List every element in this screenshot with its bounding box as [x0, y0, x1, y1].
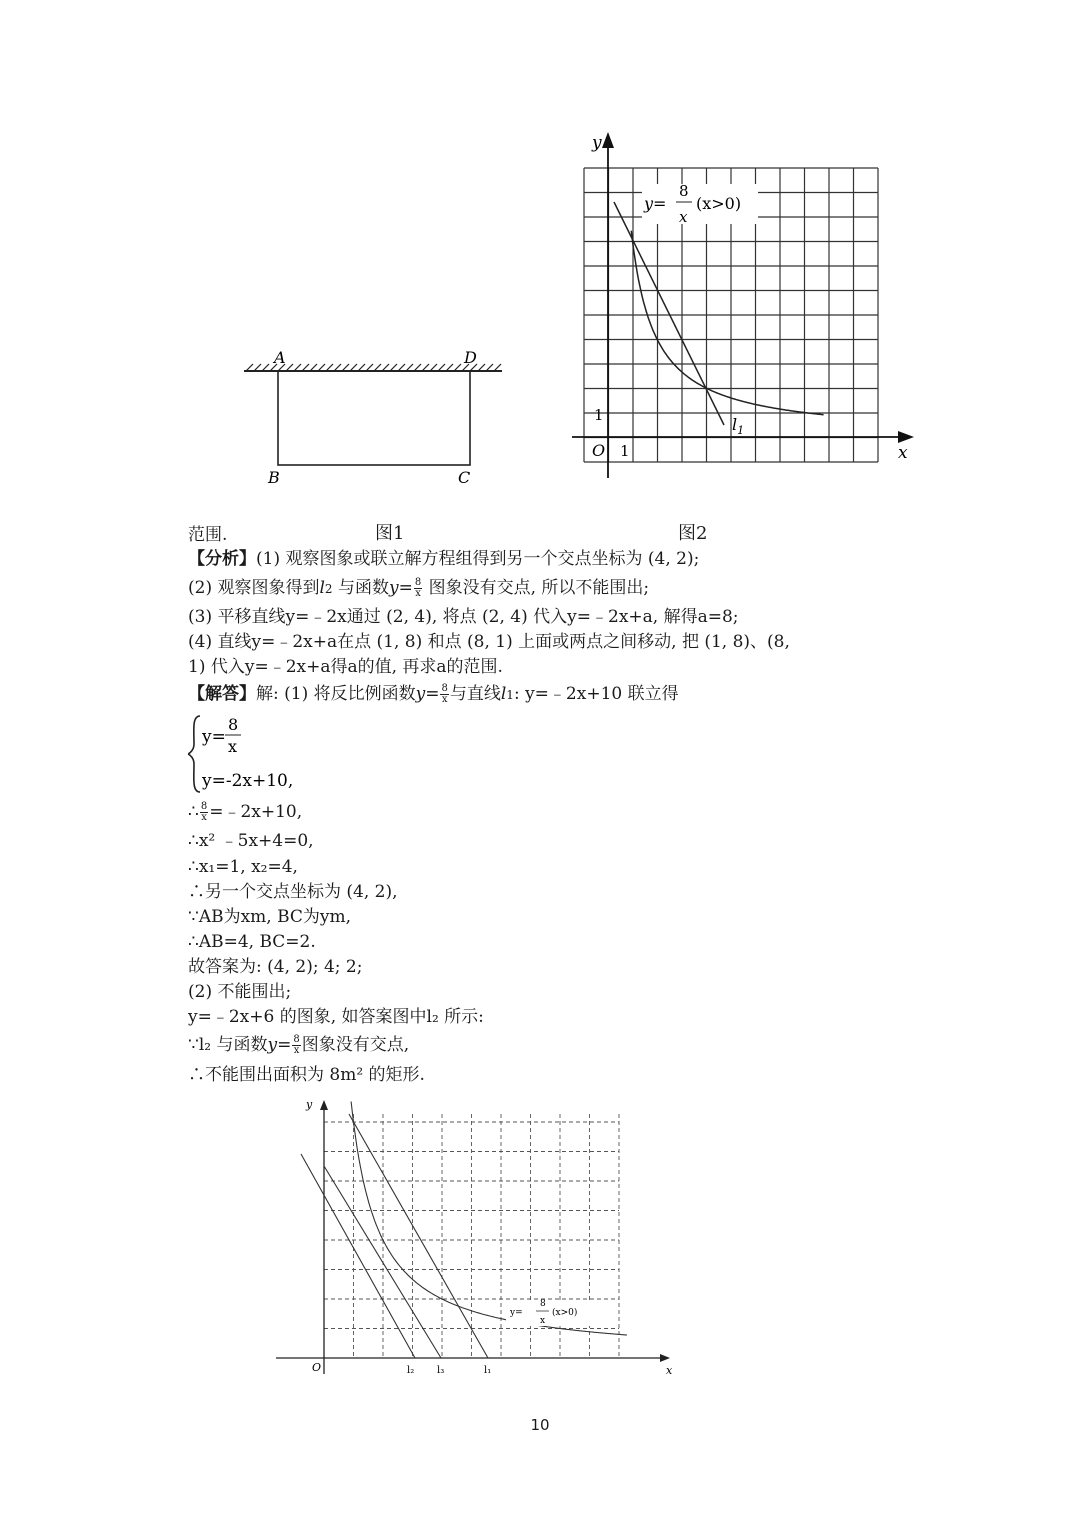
curve-label-den: x	[679, 208, 688, 226]
axis-y-label: y	[592, 133, 602, 153]
line-label-l1: l₁	[484, 1365, 492, 1376]
fraction-8-over-x: $\frac{8}{x}$	[293, 1034, 300, 1056]
answer-line-8: 故答案为: (4, 2); 4; 2;	[188, 957, 363, 977]
line-label-l1: $l_1$	[732, 415, 745, 437]
origin-label: O	[312, 1361, 322, 1374]
answer-tag: 【解答】	[188, 684, 256, 704]
curve-label-den: x	[540, 1316, 546, 1326]
axis-x-label: x	[898, 443, 908, 463]
answer-line-7: ∴AB=4, BC=2.	[188, 932, 316, 952]
figure-1-rectangle	[240, 345, 510, 495]
system-top-num: 8	[228, 715, 239, 734]
page-number: 10	[530, 1416, 550, 1434]
answer-line-9: (2) 不能围出;	[188, 982, 292, 1002]
line-label-l2: l₂	[407, 1365, 415, 1376]
figure-2-graph	[560, 128, 920, 488]
system-top-den: x	[228, 737, 238, 756]
fraction-8-over-x: $\frac{8}{x}$	[414, 577, 422, 599]
analysis-line-2: (2) 观察图象得到l2 与函数y= $\frac{8}{x}$ 图象没有交点, 所以不能围出;	[188, 577, 650, 599]
curve-label-y: y=	[510, 1308, 523, 1318]
origin-label: O	[592, 441, 606, 460]
system-top-y: y=	[202, 727, 226, 747]
curve-label-y: y=	[644, 194, 667, 213]
label-d: D	[464, 348, 477, 367]
figure-3-answer-graph	[270, 1092, 690, 1382]
label-c: C	[458, 468, 471, 487]
tick-y-1: 1	[594, 406, 604, 424]
answer-line-3: ∴x² ﹣5x+4=0,	[188, 831, 314, 851]
answer-line-6: ∵AB为xm, BC为ym,	[188, 907, 352, 927]
analysis-tag: 【分析】	[188, 549, 256, 569]
answer-line-11: ∵l₂ 与函数y= $\frac{8}{x}$ 图象没有交点,	[188, 1034, 410, 1056]
curve-label-cond: (x>0)	[696, 194, 742, 213]
curve-label-num: 8	[540, 1299, 546, 1309]
label-a: A	[274, 348, 286, 367]
curve-label-cond: (x>0)	[552, 1308, 578, 1318]
line-label-l3: l₃	[437, 1365, 445, 1376]
tick-x-1: 1	[620, 442, 630, 460]
caption-figure-2: 图2	[678, 523, 708, 544]
answer-line-12: ∴不能围出面积为 8m² 的矩形.	[188, 1065, 425, 1085]
label-b: B	[268, 468, 280, 487]
answer-line-5: ∴另一个交点坐标为 (4, 2),	[188, 882, 398, 902]
fraction-8-over-x: $\frac{8}{x}$	[441, 683, 448, 705]
caption-figure-1: 图1	[375, 523, 405, 544]
text-fanwei: 范围.	[188, 525, 228, 545]
answer-line-1: 【解答】解: (1) 将反比例函数y= $\frac{8}{x}$ 与直线l1: y=﹣2x+10 联立得	[188, 683, 679, 705]
analysis-line-3: (3) 平移直线y=﹣2x通过 (2, 4), 将点 (2, 4) 代入y=﹣2x+a, 解得a=8;	[188, 607, 739, 627]
answer-line-10: y=﹣2x+6 的图象, 如答案图中l₂ 所示:	[188, 1007, 484, 1027]
system-bottom: y=-2x+10,	[202, 771, 294, 791]
axis-x-label: x	[666, 1364, 673, 1377]
fraction-8-over-x: $\frac{8}{x}$	[200, 801, 208, 823]
answer-line-2: ∴ $\frac{8}{x}$ =﹣2x+10,	[188, 801, 303, 823]
analysis-line-5: 1) 代入y=﹣2x+a得a的值, 再求a的范围.	[188, 657, 503, 677]
answer-line-4: ∴x₁=1, x₂=4,	[188, 857, 298, 877]
analysis-line-1	[188, 547, 699, 571]
analysis-line-4: (4) 直线y=﹣2x+a在点 (1, 8) 和点 (8, 1) 上面或两点之间移动, 把 (1, 8)、(8,	[188, 632, 790, 652]
axis-y-label: y	[306, 1098, 313, 1111]
analysis-1-text: (1) 观察图象或联立解方程组得到另一个交点坐标为 (4, 2);	[256, 549, 700, 569]
curve-label-num: 8	[679, 182, 689, 200]
equation-system	[188, 714, 338, 794]
